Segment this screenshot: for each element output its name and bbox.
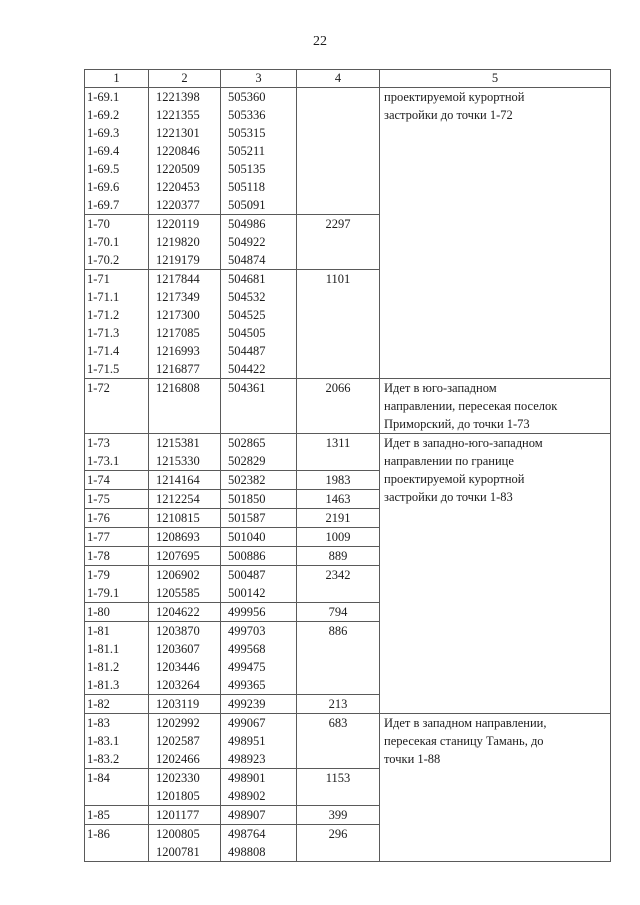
segment-length-value: 1983 xyxy=(325,473,351,487)
segment-length-value: 2342 xyxy=(325,568,351,582)
y-coordinate-cell-value: 502865 xyxy=(228,436,266,450)
x-coordinate-cell-value: 1202330 xyxy=(156,771,200,785)
description-line: Идет в западно-юго-западном xyxy=(384,436,543,450)
y-coordinate-cell xyxy=(221,509,297,528)
x-coordinate-cell-value: 1207695 xyxy=(156,549,200,563)
point-id-cell-value: 1-79 xyxy=(87,568,110,582)
y-coordinate-cell-value: 504422 xyxy=(228,362,266,376)
x-coordinate-cell xyxy=(149,566,221,603)
x-coordinate-cell-value: 1203446 xyxy=(156,660,200,674)
segment-length-cell xyxy=(297,566,380,603)
point-id-cell-value: 1-83 xyxy=(87,716,110,730)
x-coordinate-cell-value: 1221355 xyxy=(156,108,200,122)
y-coordinate-cell xyxy=(221,566,297,603)
y-coordinate-cell xyxy=(221,88,297,215)
x-coordinate-cell-value: 1212254 xyxy=(156,492,200,506)
y-coordinate-cell-value: 499475 xyxy=(228,660,266,674)
y-coordinate-cell-value: 505315 xyxy=(228,126,266,140)
description-line: застройки до точки 1-72 xyxy=(384,108,513,122)
y-coordinate-cell-value: 498951 xyxy=(228,734,266,748)
y-coordinate-cell-value: 499703 xyxy=(228,624,266,638)
header-row xyxy=(85,70,611,88)
point-id-cell-value: 1-69.6 xyxy=(87,180,120,194)
y-coordinate-cell-value: 505336 xyxy=(228,108,266,122)
segment-length-cell xyxy=(297,434,380,471)
point-id-cell xyxy=(85,509,149,528)
point-id-cell-value: 1-69.1 xyxy=(87,90,120,104)
point-id-cell-value: 1-70.1 xyxy=(87,235,120,249)
x-coordinate-cell-value: 1203607 xyxy=(156,642,200,656)
point-id-cell xyxy=(85,769,149,806)
y-coordinate-cell xyxy=(221,825,297,862)
segment-length-value: 2066 xyxy=(325,381,351,395)
y-coordinate-cell-value: 499239 xyxy=(228,697,266,711)
point-id-cell-value xyxy=(87,843,145,861)
boundary-description-cell xyxy=(380,379,611,434)
x-coordinate-cell-value: 1200781 xyxy=(156,845,200,859)
y-coordinate-cell-value: 499568 xyxy=(228,642,266,656)
y-coordinate-cell-value: 498902 xyxy=(228,789,266,803)
point-id-cell xyxy=(85,603,149,622)
x-coordinate-cell-value: 1220377 xyxy=(156,198,200,212)
description-line: Идет в западном направлении, xyxy=(384,716,547,730)
y-coordinate-cell-value: 505360 xyxy=(228,90,266,104)
x-coordinate-cell-value: 1202587 xyxy=(156,734,200,748)
y-coordinate-cell-value: 498901 xyxy=(228,771,266,785)
point-id-cell-value: 1-69.2 xyxy=(87,108,120,122)
header-col-2: 2 xyxy=(149,70,221,88)
point-id-cell-value: 1-73 xyxy=(87,436,110,450)
x-coordinate-cell xyxy=(149,695,221,714)
segment-length-value: 886 xyxy=(328,624,348,638)
x-coordinate-cell-value: 1216993 xyxy=(156,344,200,358)
point-id-cell-value: 1-81.3 xyxy=(87,678,120,692)
point-id-cell xyxy=(85,215,149,270)
y-coordinate-cell-value: 498764 xyxy=(228,827,266,841)
x-coordinate-cell-value: 1201177 xyxy=(156,808,200,822)
x-coordinate-cell xyxy=(149,88,221,215)
x-coordinate-cell xyxy=(149,769,221,806)
y-coordinate-cell-value: 502382 xyxy=(228,473,266,487)
segment-length-cell xyxy=(297,215,380,270)
table-row xyxy=(85,714,611,769)
point-id-cell xyxy=(85,695,149,714)
y-coordinate-cell-value: 501850 xyxy=(228,492,266,506)
y-coordinate-cell-value: 504532 xyxy=(228,290,266,304)
x-coordinate-cell-value: 1215381 xyxy=(156,436,200,450)
x-coordinate-cell-value: 1216808 xyxy=(156,381,200,395)
point-id-cell xyxy=(85,434,149,471)
x-coordinate-cell xyxy=(149,215,221,270)
y-coordinate-cell-value: 505211 xyxy=(228,144,266,158)
x-coordinate-cell-value: 1221398 xyxy=(156,90,200,104)
point-id-cell-value: 1-77 xyxy=(87,530,110,544)
segment-length-value xyxy=(300,88,376,106)
point-id-cell xyxy=(85,379,149,434)
y-coordinate-cell-value: 498923 xyxy=(228,752,266,766)
y-coordinate-cell xyxy=(221,528,297,547)
x-coordinate-cell xyxy=(149,509,221,528)
x-coordinate-cell-value: 1217085 xyxy=(156,326,200,340)
point-id-cell-value: 1-79.1 xyxy=(87,586,120,600)
segment-length-value: 213 xyxy=(328,697,348,711)
x-coordinate-cell-value: 1214164 xyxy=(156,473,200,487)
x-coordinate-cell xyxy=(149,622,221,695)
segment-length-cell xyxy=(297,379,380,434)
point-id-cell-value: 1-71.5 xyxy=(87,362,120,376)
x-coordinate-cell xyxy=(149,270,221,379)
point-id-cell-value: 1-71.1 xyxy=(87,290,120,304)
segment-length-cell xyxy=(297,769,380,806)
point-id-cell-value: 1-69.4 xyxy=(87,144,120,158)
point-id-cell xyxy=(85,714,149,769)
boundary-description-cell xyxy=(380,714,611,862)
segment-length-cell xyxy=(297,695,380,714)
y-coordinate-cell xyxy=(221,215,297,270)
y-coordinate-cell xyxy=(221,622,297,695)
point-id-cell-value: 1-82 xyxy=(87,697,110,711)
table-row xyxy=(85,379,611,434)
segment-length-cell xyxy=(297,547,380,566)
segment-length-cell xyxy=(297,714,380,769)
x-coordinate-cell-value: 1217300 xyxy=(156,308,200,322)
segment-length-cell xyxy=(297,490,380,509)
x-coordinate-cell xyxy=(149,714,221,769)
segment-length-value: 399 xyxy=(328,808,348,822)
point-id-cell-value: 1-71.4 xyxy=(87,344,120,358)
point-id-cell-value: 1-73.1 xyxy=(87,454,120,468)
segment-length-value: 794 xyxy=(328,605,348,619)
point-id-cell-value: 1-74 xyxy=(87,473,110,487)
point-id-cell xyxy=(85,270,149,379)
header-col-1: 1 xyxy=(85,70,149,88)
x-coordinate-cell xyxy=(149,471,221,490)
point-id-cell-value: 1-70.2 xyxy=(87,253,120,267)
x-coordinate-cell-value: 1204622 xyxy=(156,605,200,619)
point-id-cell xyxy=(85,490,149,509)
coordinates-table xyxy=(84,69,611,862)
x-coordinate-cell-value: 1217844 xyxy=(156,272,200,286)
point-id-cell-value: 1-69.3 xyxy=(87,126,120,140)
y-coordinate-cell-value: 504922 xyxy=(228,235,266,249)
x-coordinate-cell-value: 1220846 xyxy=(156,144,200,158)
segment-length-value: 1311 xyxy=(325,436,351,450)
y-coordinate-cell-value: 501040 xyxy=(228,530,266,544)
point-id-cell xyxy=(85,471,149,490)
x-coordinate-cell-value: 1220119 xyxy=(156,217,200,231)
x-coordinate-cell xyxy=(149,603,221,622)
y-coordinate-cell-value: 504505 xyxy=(228,326,266,340)
point-id-cell-value: 1-81.1 xyxy=(87,642,120,656)
y-coordinate-cell-value: 505091 xyxy=(228,198,266,212)
segment-length-value: 1009 xyxy=(325,530,351,544)
y-coordinate-cell xyxy=(221,434,297,471)
point-id-cell-value: 1-69.5 xyxy=(87,162,120,176)
boundary-description-cell xyxy=(380,434,611,714)
x-coordinate-cell-value: 1221301 xyxy=(156,126,200,140)
x-coordinate-cell-value: 1220453 xyxy=(156,180,200,194)
segment-length-cell xyxy=(297,509,380,528)
y-coordinate-cell-value: 504487 xyxy=(228,344,266,358)
x-coordinate-cell-value: 1208693 xyxy=(156,530,200,544)
point-id-cell xyxy=(85,566,149,603)
point-id-cell-value xyxy=(87,787,145,805)
segment-length-cell xyxy=(297,88,380,215)
point-id-cell-value: 1-75 xyxy=(87,492,110,506)
point-id-cell-value: 1-83.1 xyxy=(87,734,120,748)
segment-length-cell xyxy=(297,825,380,862)
segment-length-cell xyxy=(297,806,380,825)
point-id-cell-value: 1-81.2 xyxy=(87,660,120,674)
y-coordinate-cell xyxy=(221,714,297,769)
y-coordinate-cell-value: 501587 xyxy=(228,511,266,525)
segment-length-cell xyxy=(297,528,380,547)
y-coordinate-cell-value: 498808 xyxy=(228,845,266,859)
header-col-4: 4 xyxy=(297,70,380,88)
y-coordinate-cell-value: 499365 xyxy=(228,678,266,692)
point-id-cell-value: 1-71 xyxy=(87,272,110,286)
x-coordinate-cell-value: 1205585 xyxy=(156,586,200,600)
y-coordinate-cell xyxy=(221,695,297,714)
point-id-cell-value: 1-70 xyxy=(87,217,110,231)
y-coordinate-cell-value: 504874 xyxy=(228,253,266,267)
segment-length-cell xyxy=(297,603,380,622)
y-coordinate-cell xyxy=(221,806,297,825)
description-line: Идет в юго-западном xyxy=(384,381,497,395)
x-coordinate-cell-value: 1219179 xyxy=(156,253,200,267)
description-line: проектируемой курортной xyxy=(384,472,525,486)
x-coordinate-cell-value: 1203119 xyxy=(156,697,200,711)
description-line: направлении, пересекая поселок xyxy=(384,399,558,413)
y-coordinate-cell xyxy=(221,547,297,566)
point-id-cell-value: 1-83.2 xyxy=(87,752,120,766)
y-coordinate-cell xyxy=(221,471,297,490)
description-line: Приморский, до точки 1-73 xyxy=(384,417,530,431)
y-coordinate-cell-value: 500142 xyxy=(228,586,266,600)
point-id-cell xyxy=(85,825,149,862)
x-coordinate-cell-value: 1215330 xyxy=(156,454,200,468)
y-coordinate-cell-value: 499956 xyxy=(228,605,266,619)
point-id-cell-value: 1-71.3 xyxy=(87,326,120,340)
header-col-3: 3 xyxy=(221,70,297,88)
point-id-cell xyxy=(85,806,149,825)
description-line: пересекая станицу Тамань, до xyxy=(384,734,544,748)
x-coordinate-cell xyxy=(149,379,221,434)
x-coordinate-cell-value: 1202466 xyxy=(156,752,200,766)
point-id-cell xyxy=(85,547,149,566)
x-coordinate-cell xyxy=(149,528,221,547)
point-id-cell xyxy=(85,622,149,695)
x-coordinate-cell xyxy=(149,547,221,566)
y-coordinate-cell-value: 504361 xyxy=(228,381,266,395)
table-body xyxy=(85,88,611,862)
y-coordinate-cell-value: 504986 xyxy=(228,217,266,231)
point-id-cell-value: 1-80 xyxy=(87,605,110,619)
y-coordinate-cell-value: 505135 xyxy=(228,162,266,176)
page-number: 22 xyxy=(313,34,327,49)
y-coordinate-cell-value: 498907 xyxy=(228,808,266,822)
segment-length-value: 683 xyxy=(328,716,348,730)
segment-length-value: 1463 xyxy=(325,492,351,506)
point-id-cell-value: 1-85 xyxy=(87,808,110,822)
point-id-cell-value: 1-72 xyxy=(87,381,110,395)
y-coordinate-cell-value: 504681 xyxy=(228,272,266,286)
segment-length-value: 296 xyxy=(328,827,348,841)
x-coordinate-cell xyxy=(149,434,221,471)
x-coordinate-cell xyxy=(149,490,221,509)
y-coordinate-cell xyxy=(221,270,297,379)
point-id-cell-value: 1-76 xyxy=(87,511,110,525)
point-id-cell-value: 1-84 xyxy=(87,771,110,785)
y-coordinate-cell-value: 500487 xyxy=(228,568,266,582)
x-coordinate-cell-value: 1210815 xyxy=(156,511,200,525)
y-coordinate-cell xyxy=(221,379,297,434)
description-line: застройки до точки 1-83 xyxy=(384,490,513,504)
x-coordinate-cell-value: 1206902 xyxy=(156,568,200,582)
y-coordinate-cell xyxy=(221,603,297,622)
point-id-cell-value: 1-71.2 xyxy=(87,308,120,322)
x-coordinate-cell xyxy=(149,825,221,862)
y-coordinate-cell xyxy=(221,769,297,806)
y-coordinate-cell-value: 505118 xyxy=(228,180,266,194)
header-col-5: 5 xyxy=(380,70,611,88)
segment-length-value: 2297 xyxy=(325,217,351,231)
point-id-cell-value: 1-81 xyxy=(87,624,110,638)
y-coordinate-cell-value: 502829 xyxy=(228,454,266,468)
x-coordinate-cell-value: 1203264 xyxy=(156,678,200,692)
x-coordinate-cell-value: 1203870 xyxy=(156,624,200,638)
description-line: точки 1-88 xyxy=(384,752,441,766)
x-coordinate-cell-value: 1216877 xyxy=(156,362,200,376)
y-coordinate-cell-value: 500886 xyxy=(228,549,266,563)
point-id-cell-value: 1-69.7 xyxy=(87,198,120,212)
segment-length-cell xyxy=(297,622,380,695)
description-line: направлении по границе xyxy=(384,454,514,468)
x-coordinate-cell-value: 1202992 xyxy=(156,716,200,730)
segment-length-value: 889 xyxy=(328,549,348,563)
y-coordinate-cell-value: 499067 xyxy=(228,716,266,730)
segment-length-value: 2191 xyxy=(325,511,351,525)
y-coordinate-cell xyxy=(221,490,297,509)
x-coordinate-cell-value: 1217349 xyxy=(156,290,200,304)
x-coordinate-cell-value: 1219820 xyxy=(156,235,200,249)
y-coordinate-cell-value: 504525 xyxy=(228,308,266,322)
segment-length-cell xyxy=(297,270,380,379)
segment-length-value: 1101 xyxy=(325,272,351,286)
segment-length-cell xyxy=(297,471,380,490)
x-coordinate-cell-value: 1200805 xyxy=(156,827,200,841)
x-coordinate-cell xyxy=(149,806,221,825)
point-id-cell xyxy=(85,88,149,215)
point-id-cell-value: 1-78 xyxy=(87,549,110,563)
boundary-description-cell xyxy=(380,88,611,379)
segment-length-value: 1153 xyxy=(325,771,351,785)
table-row xyxy=(85,88,611,215)
x-coordinate-cell-value: 1220509 xyxy=(156,162,200,176)
point-id-cell-value: 1-86 xyxy=(87,827,110,841)
point-id-cell xyxy=(85,528,149,547)
description-line: проектируемой курортной xyxy=(384,90,525,104)
x-coordinate-cell-value: 1201805 xyxy=(156,789,200,803)
table-row xyxy=(85,434,611,471)
